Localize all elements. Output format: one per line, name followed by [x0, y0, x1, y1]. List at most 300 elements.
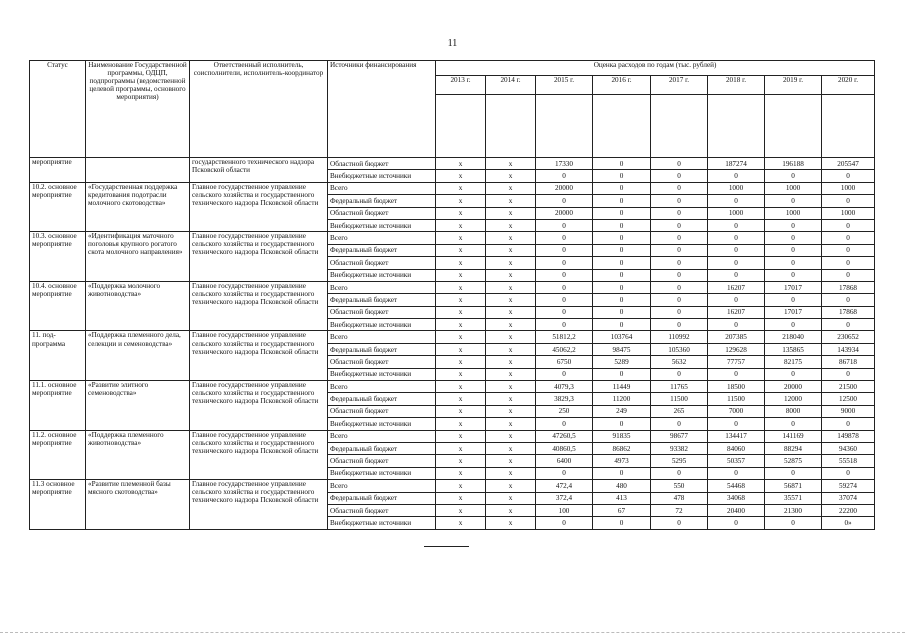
amount-cell: x: [486, 319, 536, 331]
amount-cell: 134417: [708, 430, 765, 442]
group-status: 11.1. основное мероприятие: [30, 381, 86, 431]
amount-cell: x: [436, 504, 486, 516]
amount-cell: 0: [651, 294, 708, 306]
amount-cell: 21300: [765, 504, 822, 516]
amount-cell: 5632: [651, 356, 708, 368]
amount-cell: x: [486, 405, 536, 417]
amount-cell: 0: [651, 319, 708, 331]
amount-cell: x: [436, 455, 486, 467]
amount-cell: 187274: [708, 158, 765, 170]
group-name: [86, 158, 190, 183]
funding-source: Внебюджетные источники: [328, 319, 436, 331]
amount-cell: 98475: [593, 343, 651, 355]
amount-cell: 0: [593, 517, 651, 529]
amount-cell: 0»: [822, 517, 875, 529]
amount-cell: 0: [593, 306, 651, 318]
amount-cell: 17330: [536, 158, 593, 170]
funding-source: Областной бюджет: [328, 405, 436, 417]
amount-cell: 0: [765, 170, 822, 182]
funding-source: Областной бюджет: [328, 306, 436, 318]
funding-source: Всего: [328, 381, 436, 393]
amount-cell: 472,4: [536, 480, 593, 492]
header-year: 2017 г.: [651, 76, 708, 95]
amount-cell: 478: [651, 492, 708, 504]
amount-cell: 0: [765, 195, 822, 207]
amount-cell: x: [436, 294, 486, 306]
amount-cell: 18500: [708, 381, 765, 393]
group-name: «Государственная поддержка кредитования подотрасли молочного скотоводства»: [86, 182, 190, 232]
group-name: «Поддержка племенного дела, селекции и семеноводства»: [86, 331, 190, 381]
amount-cell: 93382: [651, 442, 708, 454]
amount-cell: x: [486, 467, 536, 479]
group-name: «Развитие племенной базы мясного скотоводства»: [86, 480, 190, 530]
amount-cell: 0: [593, 257, 651, 269]
amount-cell: 7000: [708, 405, 765, 417]
amount-cell: 0: [593, 232, 651, 244]
amount-cell: 0: [651, 306, 708, 318]
amount-cell: 0: [765, 244, 822, 256]
amount-cell: 11500: [651, 393, 708, 405]
amount-cell: x: [486, 504, 536, 516]
amount-cell: x: [486, 158, 536, 170]
amount-cell: 0: [708, 269, 765, 281]
amount-cell: 11449: [593, 381, 651, 393]
table-row: [30, 158, 875, 170]
amount-cell: 52875: [765, 455, 822, 467]
footer-rule: [424, 546, 469, 547]
amount-cell: 413: [593, 492, 651, 504]
amount-cell: 0: [593, 182, 651, 194]
amount-cell: 372,4: [536, 492, 593, 504]
amount-cell: x: [486, 182, 536, 194]
amount-cell: x: [486, 257, 536, 269]
amount-cell: 1000: [765, 182, 822, 194]
amount-cell: 0: [822, 467, 875, 479]
group-name: «Поддержка молочного животноводства»: [86, 281, 190, 331]
amount-cell: 20400: [708, 504, 765, 516]
amount-cell: 0: [765, 294, 822, 306]
amount-cell: 0: [708, 257, 765, 269]
table-row: [30, 331, 875, 343]
amount-cell: 0: [708, 294, 765, 306]
amount-cell: x: [486, 442, 536, 454]
funding-source: Всего: [328, 430, 436, 442]
group-status: мероприятие: [30, 158, 86, 183]
amount-cell: x: [436, 356, 486, 368]
amount-cell: x: [436, 257, 486, 269]
group-status: 10.2. основное мероприятие: [30, 182, 86, 232]
amount-cell: x: [436, 219, 486, 231]
amount-cell: 40860,5: [536, 442, 593, 454]
funding-source: Всего: [328, 480, 436, 492]
header-year: 2014 г.: [486, 76, 536, 95]
amount-cell: 22200: [822, 504, 875, 516]
amount-cell: 0: [765, 257, 822, 269]
amount-cell: 205547: [822, 158, 875, 170]
funding-source: Внебюджетные источники: [328, 170, 436, 182]
amount-cell: x: [486, 368, 536, 380]
amount-cell: x: [436, 319, 486, 331]
amount-cell: 12000: [765, 393, 822, 405]
amount-cell: 0: [822, 294, 875, 306]
amount-cell: x: [486, 207, 536, 219]
funding-source: Областной бюджет: [328, 207, 436, 219]
amount-cell: 0: [593, 319, 651, 331]
amount-cell: 0: [708, 170, 765, 182]
table-row: [30, 182, 875, 194]
table-row: [30, 381, 875, 393]
funding-source: Федеральный бюджет: [328, 294, 436, 306]
amount-cell: 218040: [765, 331, 822, 343]
amount-cell: 0: [536, 195, 593, 207]
amount-cell: 1000: [765, 207, 822, 219]
amount-cell: 0: [651, 269, 708, 281]
amount-cell: 0: [651, 257, 708, 269]
amount-cell: 0: [765, 467, 822, 479]
amount-cell: x: [436, 467, 486, 479]
amount-cell: x: [436, 281, 486, 293]
group-responsible: Главное государственное управление сельского хозяйства и государственного технического надзора Псковской области: [190, 381, 328, 431]
amount-cell: x: [436, 182, 486, 194]
group-responsible: Главное государственное управление сельского хозяйства и государственного технического надзора Псковской области: [190, 480, 328, 530]
amount-cell: 5295: [651, 455, 708, 467]
amount-cell: 0: [536, 281, 593, 293]
amount-cell: 0: [822, 368, 875, 380]
header-status: Статус: [30, 61, 86, 158]
funding-source: Внебюджетные источники: [328, 368, 436, 380]
amount-cell: 0: [651, 281, 708, 293]
amount-cell: x: [486, 492, 536, 504]
amount-cell: 0: [536, 368, 593, 380]
amount-cell: 6750: [536, 356, 593, 368]
amount-cell: 230652: [822, 331, 875, 343]
amount-cell: x: [486, 356, 536, 368]
group-responsible: Главное государственное управление сельского хозяйства и государственного технического надзора Псковской области: [190, 182, 328, 232]
amount-cell: x: [436, 207, 486, 219]
amount-cell: 143934: [822, 343, 875, 355]
group-responsible: Главное государственное управление сельского хозяйства и государственного технического надзора Псковской области: [190, 232, 328, 282]
amount-cell: 0: [593, 281, 651, 293]
funding-source: Областной бюджет: [328, 504, 436, 516]
amount-cell: 0: [536, 467, 593, 479]
amount-cell: 100: [536, 504, 593, 516]
amount-cell: 0: [651, 418, 708, 430]
amount-cell: 0: [536, 319, 593, 331]
amount-cell: x: [486, 170, 536, 182]
amount-cell: 21500: [822, 381, 875, 393]
amount-cell: 47260,5: [536, 430, 593, 442]
amount-cell: 20000: [536, 182, 593, 194]
amount-cell: 0: [651, 170, 708, 182]
amount-cell: x: [436, 405, 486, 417]
amount-cell: 0: [536, 219, 593, 231]
amount-cell: x: [486, 219, 536, 231]
amount-cell: x: [486, 381, 536, 393]
scan-edge: [0, 632, 905, 633]
funding-source: Федеральный бюджет: [328, 195, 436, 207]
amount-cell: 9000: [822, 405, 875, 417]
amount-cell: 250: [536, 405, 593, 417]
header-year: 2018 г.: [708, 76, 765, 95]
table-row: [30, 281, 875, 293]
amount-cell: 0: [708, 195, 765, 207]
amount-cell: 1000: [822, 207, 875, 219]
amount-cell: 0: [708, 467, 765, 479]
amount-cell: 1000: [708, 182, 765, 194]
amount-cell: 72: [651, 504, 708, 516]
amount-cell: 0: [822, 170, 875, 182]
amount-cell: 0: [822, 219, 875, 231]
amount-cell: x: [436, 232, 486, 244]
amount-cell: 0: [651, 158, 708, 170]
amount-cell: x: [436, 368, 486, 380]
amount-cell: x: [436, 306, 486, 318]
header-year: 2015 г.: [536, 76, 593, 95]
amount-cell: 0: [593, 207, 651, 219]
amount-cell: 0: [536, 170, 593, 182]
budget-table: [29, 60, 875, 530]
funding-source: Внебюджетные источники: [328, 517, 436, 529]
amount-cell: 67: [593, 504, 651, 516]
group-status: 10.3. основное мероприятие: [30, 232, 86, 282]
amount-cell: 77757: [708, 356, 765, 368]
amount-cell: 0: [822, 244, 875, 256]
amount-cell: 129628: [708, 343, 765, 355]
amount-cell: x: [436, 269, 486, 281]
amount-cell: x: [486, 269, 536, 281]
amount-cell: 3829,3: [536, 393, 593, 405]
amount-cell: 0: [593, 294, 651, 306]
amount-cell: 0: [536, 257, 593, 269]
amount-cell: 0: [651, 195, 708, 207]
amount-cell: 0: [593, 269, 651, 281]
amount-cell: 54468: [708, 480, 765, 492]
amount-cell: 0: [822, 319, 875, 331]
amount-cell: 105360: [651, 343, 708, 355]
amount-cell: 0: [822, 418, 875, 430]
amount-cell: 4079,3: [536, 381, 593, 393]
amount-cell: 86862: [593, 442, 651, 454]
amount-cell: 82175: [765, 356, 822, 368]
amount-cell: x: [486, 281, 536, 293]
amount-cell: 45062,2: [536, 343, 593, 355]
amount-cell: 20000: [536, 207, 593, 219]
amount-cell: 0: [765, 232, 822, 244]
amount-cell: x: [436, 158, 486, 170]
amount-cell: 103764: [593, 331, 651, 343]
amount-cell: x: [486, 306, 536, 318]
amount-cell: 0: [536, 418, 593, 430]
amount-cell: 17868: [822, 281, 875, 293]
amount-cell: 0: [708, 368, 765, 380]
funding-source: Федеральный бюджет: [328, 244, 436, 256]
group-responsible: государственного технического надзора Псковской области: [190, 158, 328, 183]
amount-cell: 0: [822, 232, 875, 244]
amount-cell: x: [486, 455, 536, 467]
amount-cell: 0: [593, 219, 651, 231]
amount-cell: x: [436, 195, 486, 207]
amount-cell: 16207: [708, 281, 765, 293]
amount-cell: 135865: [765, 343, 822, 355]
amount-cell: x: [486, 430, 536, 442]
amount-cell: x: [436, 331, 486, 343]
table-row: [30, 430, 875, 442]
table-row: [30, 480, 875, 492]
amount-cell: 0: [708, 244, 765, 256]
amount-cell: 0: [822, 269, 875, 281]
amount-cell: 0: [593, 368, 651, 380]
amount-cell: x: [486, 195, 536, 207]
header-year: 2019 г.: [765, 76, 822, 95]
amount-cell: 84060: [708, 442, 765, 454]
amount-cell: 0: [593, 467, 651, 479]
funding-source: Федеральный бюджет: [328, 393, 436, 405]
amount-cell: 0: [593, 170, 651, 182]
amount-cell: 0: [651, 467, 708, 479]
funding-source: Федеральный бюджет: [328, 492, 436, 504]
amount-cell: 4973: [593, 455, 651, 467]
amount-cell: 11500: [708, 393, 765, 405]
group-status: 11.2. основное мероприятие: [30, 430, 86, 480]
amount-cell: 480: [593, 480, 651, 492]
funding-source: Всего: [328, 281, 436, 293]
amount-cell: 55518: [822, 455, 875, 467]
amount-cell: 0: [708, 517, 765, 529]
header-year: 2020 г.: [822, 76, 875, 95]
amount-cell: 0: [708, 319, 765, 331]
amount-cell: 11200: [593, 393, 651, 405]
amount-cell: 0: [536, 294, 593, 306]
amount-cell: x: [486, 418, 536, 430]
amount-cell: 16207: [708, 306, 765, 318]
amount-cell: x: [436, 244, 486, 256]
group-status: 11. под-программа: [30, 331, 86, 381]
amount-cell: 1000: [822, 182, 875, 194]
amount-cell: 8000: [765, 405, 822, 417]
amount-cell: 17868: [822, 306, 875, 318]
amount-cell: 249: [593, 405, 651, 417]
amount-cell: x: [436, 480, 486, 492]
amount-cell: x: [436, 492, 486, 504]
funding-source: Областной бюджет: [328, 356, 436, 368]
header-year: 2013 г.: [436, 76, 486, 95]
group-name: «Поддержка племенного животноводства»: [86, 430, 190, 480]
funding-source: Внебюджетные источники: [328, 467, 436, 479]
amount-cell: x: [436, 170, 486, 182]
funding-source: Областной бюджет: [328, 257, 436, 269]
funding-source: Внебюджетные источники: [328, 418, 436, 430]
amount-cell: 35571: [765, 492, 822, 504]
group-status: 10.4. основное мероприятие: [30, 281, 86, 331]
amount-cell: 207385: [708, 331, 765, 343]
group-status: 11.3 основное мероприятие: [30, 480, 86, 530]
amount-cell: 141169: [765, 430, 822, 442]
amount-cell: 0: [765, 319, 822, 331]
amount-cell: x: [486, 331, 536, 343]
header-year: 2016 г.: [593, 76, 651, 95]
amount-cell: 6400: [536, 455, 593, 467]
amount-cell: x: [436, 381, 486, 393]
amount-cell: 59274: [822, 480, 875, 492]
funding-source: Всего: [328, 182, 436, 194]
amount-cell: 0: [593, 195, 651, 207]
amount-cell: 0: [651, 182, 708, 194]
amount-cell: 56871: [765, 480, 822, 492]
amount-cell: 0: [708, 219, 765, 231]
table-row: [30, 232, 875, 244]
amount-cell: x: [486, 244, 536, 256]
budget-body: [30, 158, 875, 530]
amount-cell: 0: [536, 269, 593, 281]
header-source: Источники финансирования: [328, 61, 436, 158]
amount-cell: x: [436, 343, 486, 355]
amount-cell: x: [486, 393, 536, 405]
amount-cell: 51812,2: [536, 331, 593, 343]
amount-cell: 0: [536, 517, 593, 529]
funding-source: Внебюджетные источники: [328, 269, 436, 281]
amount-cell: 196188: [765, 158, 822, 170]
amount-cell: 0: [536, 244, 593, 256]
amount-cell: 94360: [822, 442, 875, 454]
amount-cell: x: [436, 517, 486, 529]
amount-cell: 0: [822, 257, 875, 269]
group-responsible: Главное государственное управление сельского хозяйства и государственного технического надзора Псковской области: [190, 430, 328, 480]
amount-cell: x: [486, 517, 536, 529]
funding-source: Федеральный бюджет: [328, 343, 436, 355]
group-name: «Развитие элитного семеноводства»: [86, 381, 190, 431]
amount-cell: 0: [765, 418, 822, 430]
amount-cell: 0: [593, 418, 651, 430]
amount-cell: 0: [822, 195, 875, 207]
funding-source: Внебюджетные источники: [328, 219, 436, 231]
funding-source: Всего: [328, 331, 436, 343]
amount-cell: 37074: [822, 492, 875, 504]
funding-source: Областной бюджет: [328, 455, 436, 467]
amount-cell: 0: [593, 244, 651, 256]
group-responsible: Главное государственное управление сельского хозяйства и государственного технического надзора Псковской области: [190, 331, 328, 381]
amount-cell: 20000: [765, 381, 822, 393]
funding-source: Всего: [328, 232, 436, 244]
amount-cell: 0: [765, 269, 822, 281]
funding-source: Федеральный бюджет: [328, 442, 436, 454]
amount-cell: 0: [593, 158, 651, 170]
amount-cell: 1000: [708, 207, 765, 219]
amount-cell: 110992: [651, 331, 708, 343]
amount-cell: 0: [651, 368, 708, 380]
amount-cell: x: [486, 232, 536, 244]
amount-cell: 0: [651, 244, 708, 256]
header-estimate: Оценка расходов по годам (тыс. рублей): [436, 61, 875, 76]
amount-cell: 86718: [822, 356, 875, 368]
amount-cell: 34068: [708, 492, 765, 504]
amount-cell: 0: [651, 517, 708, 529]
amount-cell: 50357: [708, 455, 765, 467]
amount-cell: 0: [765, 219, 822, 231]
amount-cell: x: [436, 418, 486, 430]
amount-cell: 0: [765, 517, 822, 529]
amount-cell: 550: [651, 480, 708, 492]
amount-cell: x: [486, 294, 536, 306]
amount-cell: 0: [708, 232, 765, 244]
amount-cell: 17017: [765, 281, 822, 293]
amount-cell: 88294: [765, 442, 822, 454]
amount-cell: 265: [651, 405, 708, 417]
amount-cell: x: [486, 480, 536, 492]
amount-cell: 149878: [822, 430, 875, 442]
amount-cell: x: [486, 343, 536, 355]
amount-cell: 11765: [651, 381, 708, 393]
amount-cell: 0: [651, 232, 708, 244]
